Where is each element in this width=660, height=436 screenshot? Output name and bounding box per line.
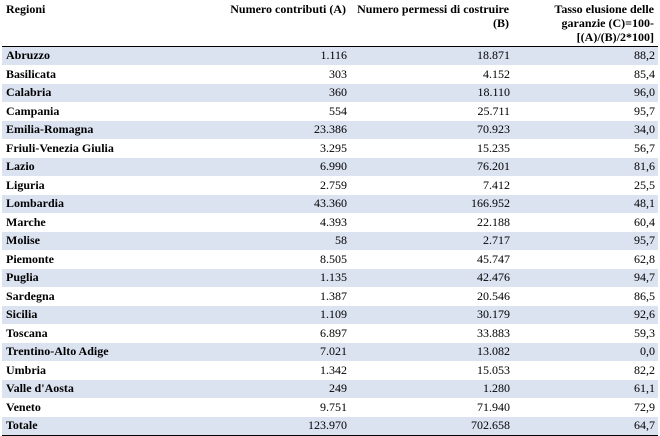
permessi-cell: 166.952	[350, 195, 513, 214]
header-row	[2, 0, 658, 47]
header-permessi: Numero permessi di costruire (B)	[350, 0, 513, 47]
region-name: Liguria	[2, 176, 208, 195]
contributi-cell: 23.386	[208, 121, 350, 140]
tasso-cell: 25,5	[513, 176, 658, 195]
contributi-cell: 8.505	[208, 250, 350, 269]
tasso-cell: 94,7	[513, 269, 658, 288]
total-contributi: 123.970	[208, 417, 350, 436]
region-name: Lazio	[2, 158, 208, 177]
table-row	[2, 47, 658, 66]
total-tasso: 64,7	[513, 417, 658, 436]
table-row	[2, 195, 658, 214]
contributi-cell: 1.342	[208, 361, 350, 380]
table-row	[2, 250, 658, 269]
tasso-cell: 86,5	[513, 287, 658, 306]
region-name: Valle d'Aosta	[2, 380, 208, 399]
table-row	[2, 287, 658, 306]
contributi-cell: 554	[208, 102, 350, 121]
table-row	[2, 361, 658, 380]
data-table-container	[2, 0, 658, 436]
permessi-cell: 15.235	[350, 139, 513, 158]
table-row	[2, 343, 658, 362]
permessi-cell: 25.711	[350, 102, 513, 121]
tasso-cell: 61,1	[513, 380, 658, 399]
region-name: Veneto	[2, 398, 208, 417]
table-row	[2, 269, 658, 288]
permessi-cell: 45.747	[350, 250, 513, 269]
permessi-cell: 70.923	[350, 121, 513, 140]
contributi-cell: 2.759	[208, 176, 350, 195]
permessi-cell: 13.082	[350, 343, 513, 362]
contributi-cell: 303	[208, 65, 350, 84]
region-name: Toscana	[2, 324, 208, 343]
tasso-cell: 85,4	[513, 65, 658, 84]
tasso-cell: 62,8	[513, 250, 658, 269]
table-row	[2, 232, 658, 251]
table-row	[2, 380, 658, 399]
region-name: Puglia	[2, 269, 208, 288]
table-row	[2, 139, 658, 158]
table-row	[2, 121, 658, 140]
contributi-cell: 6.990	[208, 158, 350, 177]
tasso-cell: 95,7	[513, 102, 658, 121]
region-name: Calabria	[2, 84, 208, 103]
header-regioni: Regioni	[2, 0, 208, 47]
tasso-cell: 56,7	[513, 139, 658, 158]
permessi-cell: 1.280	[350, 380, 513, 399]
region-name: Abruzzo	[2, 47, 208, 66]
header-contributi: Numero contributi (A)	[208, 0, 350, 47]
table-row	[2, 102, 658, 121]
table-row	[2, 213, 658, 232]
tasso-cell: 0,0	[513, 343, 658, 362]
table-row	[2, 65, 658, 84]
tasso-cell: 92,6	[513, 306, 658, 325]
permessi-cell: 22.188	[350, 213, 513, 232]
tasso-cell: 95,7	[513, 232, 658, 251]
tasso-cell: 59,3	[513, 324, 658, 343]
permessi-cell: 76.201	[350, 158, 513, 177]
table-row	[2, 398, 658, 417]
region-name: Sicilia	[2, 306, 208, 325]
total-row	[2, 417, 658, 436]
tasso-cell: 82,2	[513, 361, 658, 380]
permessi-cell: 7.412	[350, 176, 513, 195]
tasso-cell: 88,2	[513, 47, 658, 66]
permessi-cell: 42.476	[350, 269, 513, 288]
permessi-cell: 33.883	[350, 324, 513, 343]
permessi-cell: 4.152	[350, 65, 513, 84]
tasso-cell: 34,0	[513, 121, 658, 140]
table-row	[2, 306, 658, 325]
contributi-cell: 360	[208, 84, 350, 103]
table-row	[2, 84, 658, 103]
region-name: Lombardia	[2, 195, 208, 214]
permessi-cell: 20.546	[350, 287, 513, 306]
permessi-cell: 18.110	[350, 84, 513, 103]
region-name: Friuli-Venezia Giulia	[2, 139, 208, 158]
contributi-cell: 9.751	[208, 398, 350, 417]
contributi-cell: 7.021	[208, 343, 350, 362]
contributi-cell: 6.897	[208, 324, 350, 343]
data-table	[2, 0, 658, 436]
region-name: Emilia-Romagna	[2, 121, 208, 140]
tasso-cell: 60,4	[513, 213, 658, 232]
contributi-cell: 249	[208, 380, 350, 399]
contributi-cell: 58	[208, 232, 350, 251]
region-name: Molise	[2, 232, 208, 251]
contributi-cell: 1.135	[208, 269, 350, 288]
region-name: Umbria	[2, 361, 208, 380]
table-row	[2, 324, 658, 343]
region-name: Piemonte	[2, 250, 208, 269]
contributi-cell: 3.295	[208, 139, 350, 158]
table-row	[2, 176, 658, 195]
permessi-cell: 2.717	[350, 232, 513, 251]
tasso-cell: 81,6	[513, 158, 658, 177]
region-name: Sardegna	[2, 287, 208, 306]
table-row	[2, 158, 658, 177]
permessi-cell: 18.871	[350, 47, 513, 66]
permessi-cell: 71.940	[350, 398, 513, 417]
tasso-cell: 48,1	[513, 195, 658, 214]
contributi-cell: 1.387	[208, 287, 350, 306]
region-name: Campania	[2, 102, 208, 121]
table-body	[2, 47, 658, 436]
permessi-cell: 15.053	[350, 361, 513, 380]
contributi-cell: 43.360	[208, 195, 350, 214]
contributi-cell: 1.116	[208, 47, 350, 66]
tasso-cell: 72,9	[513, 398, 658, 417]
region-name: Marche	[2, 213, 208, 232]
permessi-cell: 30.179	[350, 306, 513, 325]
header-tasso: Tasso elusione delle garanzie (C)=100-[(A)/(B)/2*100]	[513, 0, 658, 47]
contributi-cell: 4.393	[208, 213, 350, 232]
region-name: Basilicata	[2, 65, 208, 84]
total-label: Totale	[2, 417, 208, 436]
total-permessi: 702.658	[350, 417, 513, 436]
contributi-cell: 1.109	[208, 306, 350, 325]
tasso-cell: 96,0	[513, 84, 658, 103]
region-name: Trentino-Alto Adige	[2, 343, 208, 362]
